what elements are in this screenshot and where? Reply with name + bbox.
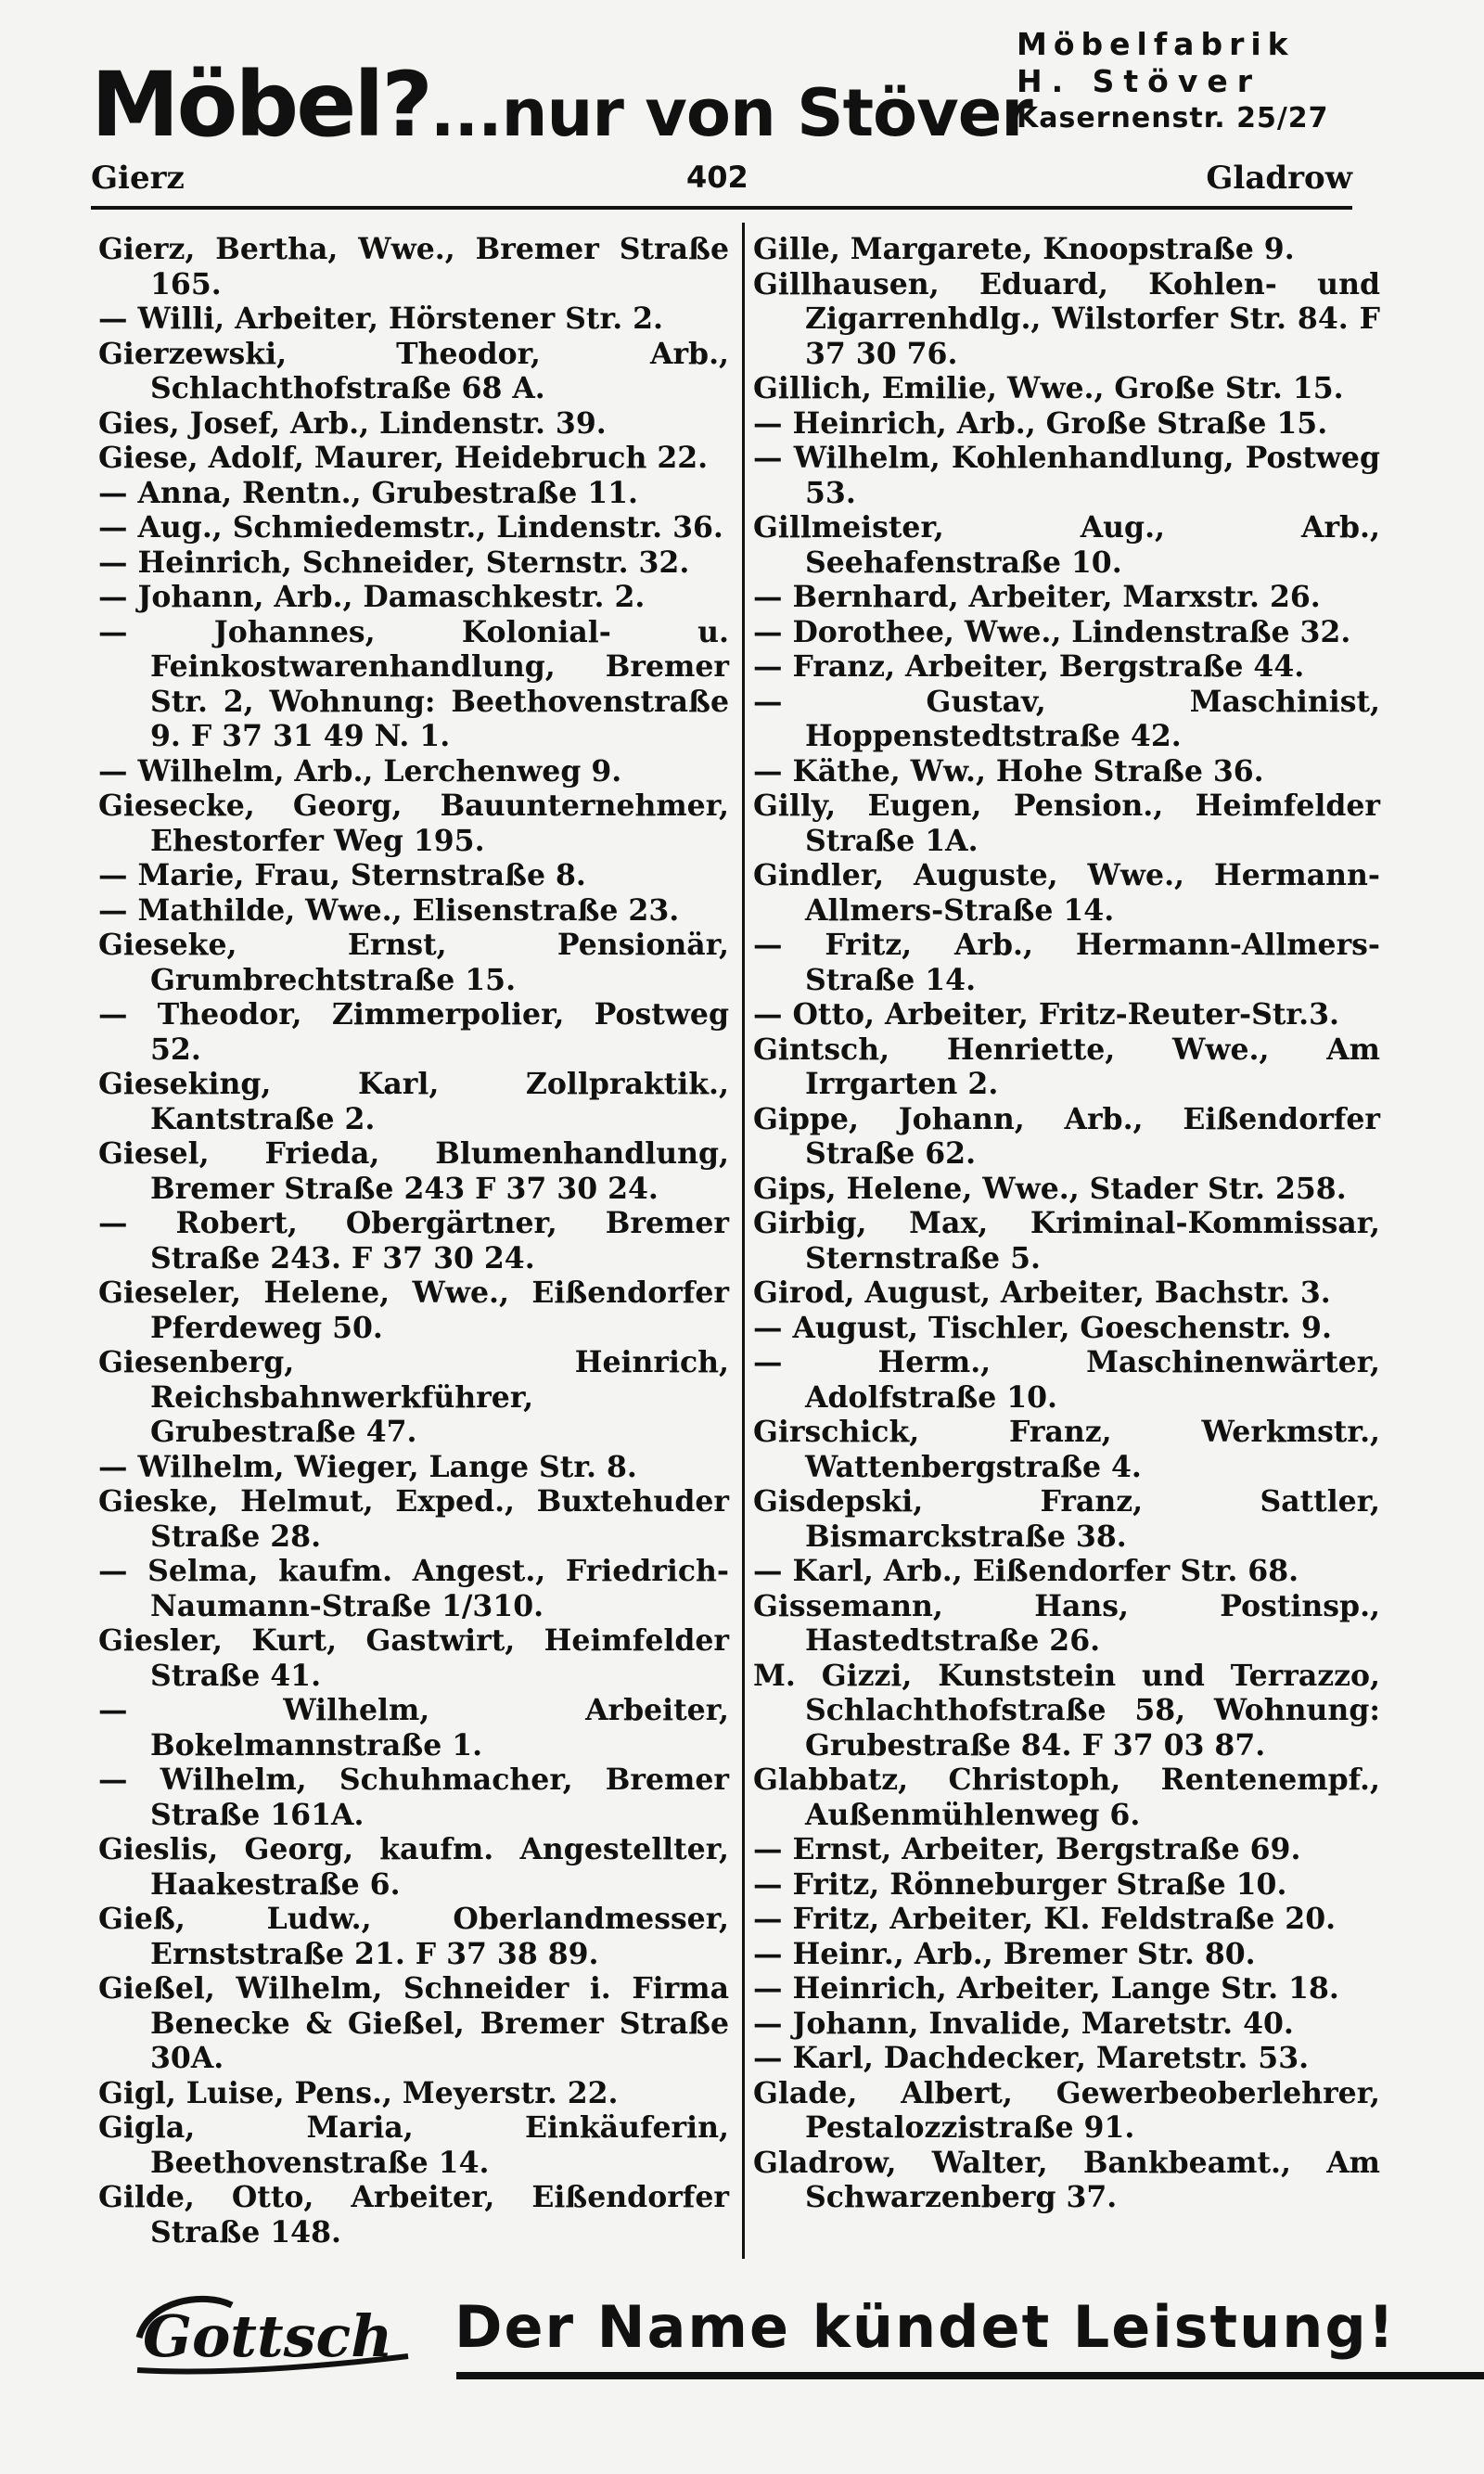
directory-entry: — Ernst, Arbeiter, Bergstraße 69.: [753, 1832, 1301, 1866]
directory-entry: Gilly, Eugen, Pension., Heimfelder Straße 1A.: [753, 788, 1380, 858]
ad-company-line3: Kasernenstr. 25/27: [1017, 102, 1329, 135]
ad-company-line1: Möbelfabrik: [1017, 26, 1295, 62]
directory-entry: Gillmeister, Aug., Arb., Seehafenstraße 10.: [753, 510, 1380, 580]
directory-entry: — Fritz, Rönneburger Straße 10.: [753, 1866, 1287, 1902]
directory-entry: Gille, Margarete, Knoopstraße 9.: [753, 232, 1295, 266]
directory-entry: Gieske, Helmut, Exped., Buxtehuder Straße 28.: [98, 1484, 729, 1554]
directory-entry: — Wilhelm, Schuhmacher, Bremer Straße 161A.: [98, 1763, 729, 1832]
directory-entry: — Wilhelm, Arbeiter, Bokelmannstraße 1.: [98, 1693, 729, 1763]
directory-entry: Giesecke, Georg, Bauunternehmer, Ehestorfer Weg 195.: [98, 788, 729, 858]
directory-entry: Gieseking, Karl, Zollpraktik., Kantstraße 2.: [98, 1067, 729, 1136]
directory-entry: Gillich, Emilie, Wwe., Große Str. 15.: [753, 371, 1344, 405]
directory-entry: Glabbatz, Christoph, Rentenempf., Außenmühlenweg 6.: [753, 1763, 1380, 1832]
directory-entry: — Karl, Arb., Eißendorfer Str. 68.: [753, 1554, 1299, 1588]
left-column: [98, 232, 729, 2250]
header-last-name: Gladrow: [1206, 160, 1352, 197]
directory-entry: — Gustav, Maschinist, Hoppenstedtstraße 42.: [753, 684, 1380, 753]
directory-entry: Gladrow, Walter, Bankbeamt., Am Schwarzenberg 37.: [753, 2145, 1380, 2214]
directory-entry: — Karl, Dachdecker, Maretstr. 53.: [753, 2041, 1310, 2075]
directory-entry: — Robert, Obergärtner, Bremer Straße 243. F 37 30 24.: [98, 1206, 729, 1275]
page-number: 402: [686, 160, 748, 195]
directory-entry: — Heinrich, Arb., Große Straße 15.: [753, 405, 1328, 441]
directory-entry: Gigl, Luise, Pens., Meyerstr. 22.: [98, 2075, 619, 2110]
directory-entry: — Mathilde, Wwe., Elisenstraße 23.: [98, 892, 680, 928]
directory-entry: Gissemann, Hans, Postinsp., Hastedtstraße 26.: [753, 1588, 1380, 1658]
directory-entry: — Wilhelm, Arb., Lerchenweg 9.: [98, 753, 622, 788]
running-header: [91, 160, 1352, 204]
directory-entry: Gips, Helene, Wwe., Stader Str. 258.: [753, 1171, 1347, 1206]
directory-entry: Gieseke, Ernst, Pensionär, Grumbrechtstraße 15.: [98, 928, 729, 997]
directory-entry: — Marie, Frau, Sternstraße 8.: [98, 858, 586, 892]
directory-entry: — Franz, Arbeiter, Bergstraße 44.: [753, 649, 1305, 684]
directory-entry: — Heinrich, Arbeiter, Lange Str. 18.: [753, 1971, 1339, 2006]
directory-entry: Glade, Albert, Gewerbeoberlehrer, Pestalozzistraße 91.: [753, 2075, 1380, 2145]
directory-entry: — Fritz, Arbeiter, Kl. Feldstraße 20.: [753, 1902, 1337, 1936]
gottsch-logo: [130, 2282, 417, 2384]
directory-entry: Gierz, Bertha, Wwe., Bremer Straße 165.: [98, 232, 729, 301]
logo-text: Gottsch: [143, 2302, 393, 2370]
directory-entry: Girbig, Max, Kriminal-Kommissar, Sternstraße 5.: [753, 1206, 1380, 1275]
directory-entry: — Heinr., Arb., Bremer Str. 80.: [753, 1936, 1256, 1971]
column-divider: [742, 223, 745, 2259]
right-column: [753, 232, 1380, 2215]
ad-tagline: Der Name kündet Leistung!: [454, 2293, 1397, 2361]
directory-entry: Gillhausen, Eduard, Kohlen- und Zigarrenhdlg., Wilstorfer Str. 84. F 37 30 76.: [753, 266, 1380, 371]
ad-slogan: [91, 54, 1032, 164]
bottom-advertisement: [130, 2275, 1397, 2395]
directory-entry: Gies, Josef, Arb., Lindenstr. 39.: [98, 405, 607, 441]
directory-entry: Giesenberg, Heinrich, Reichsbahnwerkführer, Grubestraße 47.: [98, 1345, 729, 1449]
ad-company-block: [1017, 26, 1329, 137]
directory-entry: — Otto, Arbeiter, Fritz-Reuter-Str.3.: [753, 997, 1339, 1032]
directory-entry: — Käthe, Ww., Hohe Straße 36.: [753, 753, 1264, 788]
directory-entry: Gigla, Maria, Einkäuferin, Beethovenstraße 14.: [98, 2110, 729, 2180]
directory-entry: — Wilhelm, Wieger, Lange Str. 8.: [98, 1449, 637, 1484]
directory-entry: Giese, Adolf, Maurer, Heidebruch 22.: [98, 441, 709, 475]
directory-entry: Gießel, Wilhelm, Schneider i. Firma Benecke & Gießel, Bremer Straße 30A.: [98, 1971, 729, 2075]
directory-entry: Gieslis, Georg, kaufm. Angestellter, Haakestraße 6.: [98, 1832, 729, 1902]
directory-entry: — August, Tischler, Goeschenstr. 9.: [753, 1310, 1332, 1345]
ad-company-line2: H. Stöver: [1017, 63, 1262, 99]
directory-entry: — Willi, Arbeiter, Hörstener Str. 2.: [98, 301, 664, 336]
directory-entry: — Johann, Invalide, Maretstr. 40.: [753, 2006, 1294, 2041]
directory-entry: Gippe, Johann, Arb., Eißendorfer Straße 62.: [753, 1101, 1380, 1171]
directory-entry: Giesel, Frieda, Blumenhandlung, Bremer Straße 243 F 37 30 24.: [98, 1136, 729, 1206]
directory-entry: — Aug., Schmiedemstr., Lindenstr. 36.: [98, 510, 723, 545]
directory-entry: — Selma, kaufm. Angest., Friedrich-Naumann-Straße 1/310.: [98, 1554, 729, 1623]
directory-entry: Gintsch, Henriette, Wwe., Am Irrgarten 2.: [753, 1032, 1380, 1101]
header-first-name: Gierz: [91, 160, 185, 197]
directory-entry: — Dorothee, Wwe., Lindenstraße 32.: [753, 614, 1351, 649]
directory-entry: — Anna, Rentn., Grubestraße 11.: [98, 475, 639, 510]
header-rule: [91, 206, 1352, 210]
directory-entry: — Wilhelm, Kohlenhandlung, Postweg 53.: [753, 441, 1380, 510]
directory-entry: — Theodor, Zimmerpolier, Postweg 52.: [98, 997, 729, 1067]
directory-entry: — Johannes, Kolonial- u. Feinkostwarenhandlung, Bremer Str. 2, Wohnung: Beethovenstraße 9. F 37 31 49 N. 1.: [98, 614, 729, 753]
directory-entry: — Fritz, Arb., Hermann-Allmers-Straße 14.: [753, 928, 1380, 997]
directory-entry: Gieß, Ludw., Oberlandmesser, Ernststraße 21. F 37 38 89.: [98, 1902, 729, 1971]
directory-entry: Gindler, Auguste, Wwe., Hermann-Allmers-Straße 14.: [753, 858, 1380, 928]
top-advertisement: [91, 26, 1329, 165]
ad-slogan-main: Möbel?: [91, 53, 430, 157]
tagline-underline: [456, 2372, 1484, 2379]
directory-entry: Girod, August, Arbeiter, Bachstr. 3.: [753, 1275, 1331, 1310]
directory-entry: — Johann, Arb., Damaschkestr. 2.: [98, 580, 646, 614]
directory-entry: Gieseler, Helene, Wwe., Eißendorfer Pferdeweg 50.: [98, 1275, 729, 1345]
directory-entry: M. Gizzi, Kunststein und Terrazzo, Schlachthofstraße 58, Wohnung: Grubestraße 84. F 37 03 87.: [753, 1658, 1380, 1763]
directory-entry: Gisdepski, Franz, Sattler, Bismarckstraße 38.: [753, 1484, 1380, 1554]
directory-entry: Gierzewski, Theodor, Arb., Schlachthofstraße 68 A.: [98, 336, 729, 405]
ad-slogan-rest: ...nur von Stöver: [429, 75, 1032, 151]
directory-entry: — Heinrich, Schneider, Sternstr. 32.: [98, 545, 690, 580]
directory-entry: Gilde, Otto, Arbeiter, Eißendorfer Straße 148.: [98, 2180, 729, 2250]
directory-entry: — Herm., Maschinenwärter, Adolfstraße 10.: [753, 1345, 1380, 1415]
directory-entry: Girschick, Franz, Werkmstr., Wattenbergstraße 4.: [753, 1415, 1380, 1484]
directory-entry: Giesler, Kurt, Gastwirt, Heimfelder Straße 41.: [98, 1623, 729, 1693]
directory-entry: — Bernhard, Arbeiter, Marxstr. 26.: [753, 580, 1321, 614]
